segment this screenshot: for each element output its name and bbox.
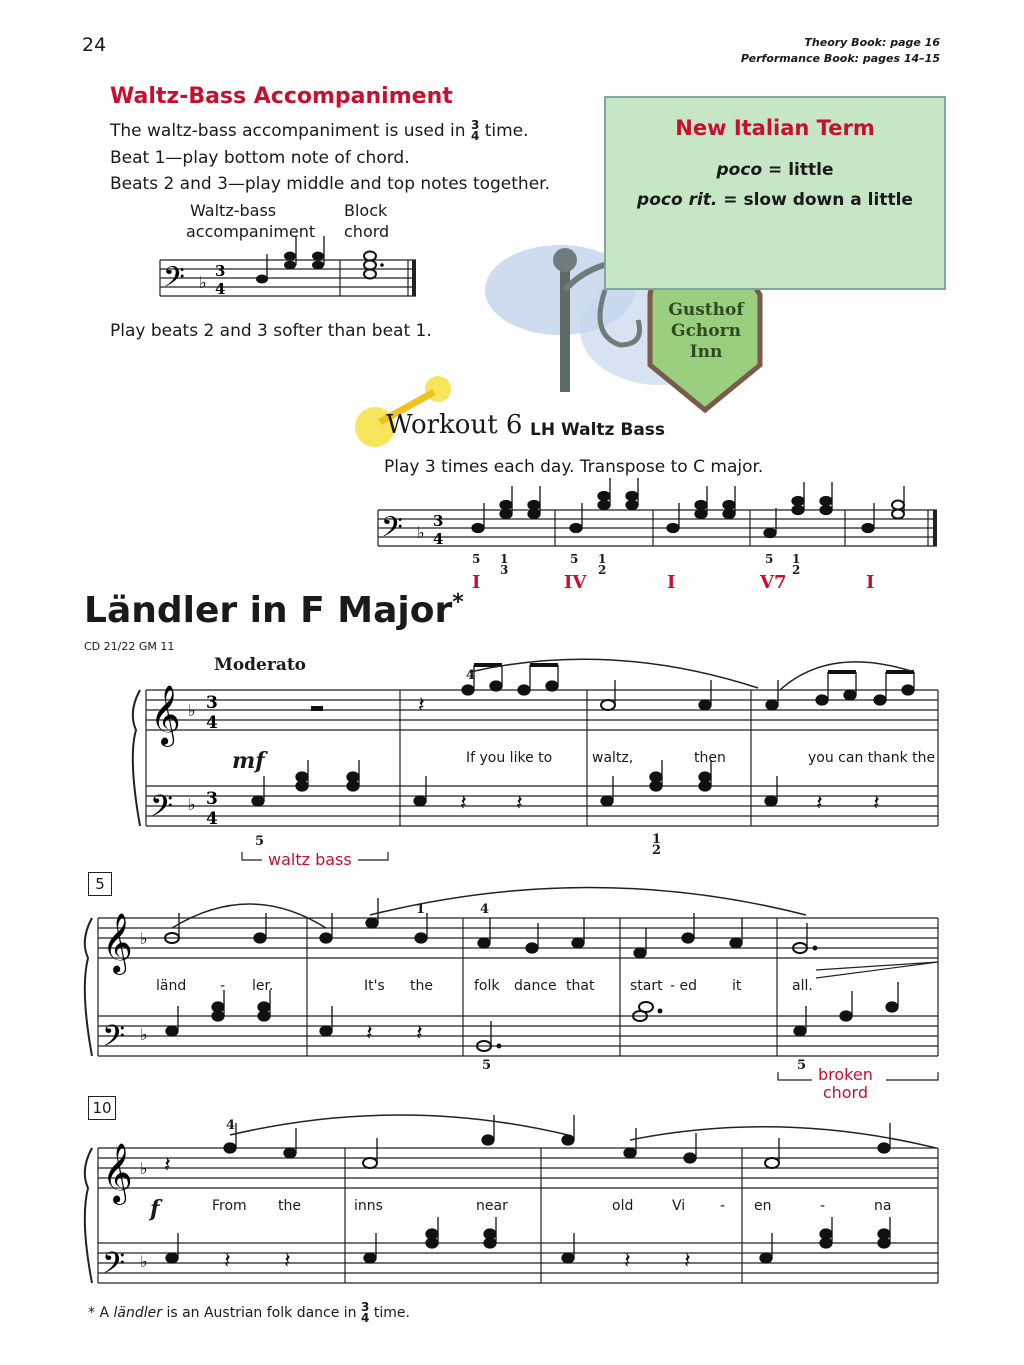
term-poco-rit-definition: = slow down a little [723, 190, 913, 210]
brace-1 [133, 690, 140, 826]
svg-text:3: 3 [206, 789, 218, 809]
lyric-folk: folk [474, 978, 500, 994]
lyric-then: then [694, 750, 726, 766]
dynamic-mf: mf [232, 748, 265, 774]
lyric-all: all. [792, 978, 813, 994]
fingering-4-sys2: 4 [480, 902, 490, 917]
chord-numeral-1: I [472, 572, 481, 593]
time-bottom: 4 [470, 129, 480, 143]
svg-text:𝄽: 𝄽 [624, 1249, 631, 1274]
lyric-start: start [630, 978, 663, 994]
svg-text:4: 4 [206, 713, 218, 733]
cd-reference: CD 21/22 GM 11 [84, 640, 175, 653]
svg-text:𝄽: 𝄽 [516, 791, 523, 816]
bass-clef-icon-1: 𝄢 [150, 790, 174, 831]
theory-book-reference: Theory Book: page 16 [804, 36, 940, 49]
fingering-1-sys2: 1 [416, 902, 426, 917]
fingering-m2-bass: 5 [570, 552, 579, 566]
svg-text:♭: ♭ [140, 1252, 148, 1271]
lyric-hyphen-3: - [820, 1198, 826, 1214]
svg-text:3: 3 [206, 693, 218, 713]
time-sig-top: 3 [215, 262, 226, 280]
page-number: 24 [82, 34, 107, 56]
svg-text:♭: ♭ [140, 1159, 148, 1178]
footnote-middle: is an Austrian folk dance in [166, 1305, 357, 1321]
inn-sign-line2: Gchorn [671, 321, 741, 341]
system-2-notes [165, 898, 898, 1051]
lyric-inns: inns [354, 1198, 383, 1214]
waltz-bass-label-red: waltz bass [268, 850, 352, 869]
footnote-time-bottom: 4 [361, 1311, 370, 1325]
lyric-en: en [754, 1198, 772, 1214]
rests-2 [366, 1021, 423, 1046]
decrescendo-hairpin [816, 962, 938, 978]
svg-text:𝄽: 𝄽 [816, 791, 823, 816]
fingering-m4-upper-2: 2 [792, 563, 801, 577]
workout-bass-clef-icon: 𝄢 [381, 511, 403, 551]
waltz-bass-heading: Waltz-Bass Accompaniment [110, 84, 453, 109]
lyric-waltz: waltz, [592, 750, 634, 766]
broken-chord-label-line1: broken [818, 1065, 873, 1084]
treble-clef-icon-3: 𝄞 [102, 1143, 133, 1203]
footnote-term: ländler [113, 1305, 162, 1321]
bass-clef-icon-3: 𝄢 [102, 1247, 126, 1288]
lyric-hyphen-1: - [220, 978, 226, 994]
broken-chord-label-line2: chord [822, 1083, 869, 1102]
term-poco-rit-word: poco rit. [637, 190, 718, 210]
fingering-5-sys1: 5 [255, 834, 265, 849]
brace-2 [85, 918, 92, 1056]
lyric-ed: - ed [670, 978, 698, 994]
italian-term-panel [604, 96, 946, 290]
fingering-2: 2 [652, 843, 662, 858]
lyric-from: From [212, 1198, 247, 1214]
footnote [88, 1302, 410, 1324]
tempo-marking: Moderato [214, 655, 307, 675]
fingering-m2-upper [598, 554, 606, 576]
waltz-bass-label-line1: Waltz-bass [190, 201, 277, 220]
lyric-na: na [874, 1198, 892, 1214]
svg-text:𝄽: 𝄽 [164, 1153, 171, 1178]
workout-subtitle: LH Waltz Bass [530, 420, 666, 440]
chord-numeral-4: V7 [760, 572, 787, 593]
fingering-m2-upper-1: 1 [598, 552, 607, 566]
fingering-4-sys1: 4 [466, 668, 476, 683]
lyric-near: near [476, 1198, 508, 1214]
svg-text:4: 4 [206, 809, 218, 829]
term-poco-definition: = little [768, 160, 834, 180]
block-chord-label-line1: Block [344, 201, 388, 220]
inn-sign-line1: Gusthof [668, 300, 744, 320]
song-title-asterisk: * [452, 590, 464, 615]
footnote-suffix: time. [373, 1305, 410, 1321]
performance-book-reference: Performance Book: pages 14–15 [740, 52, 940, 65]
workout-flat-icon: ♭ [417, 523, 425, 542]
intro-text-end: time. [484, 121, 529, 141]
whole-rest [311, 706, 323, 711]
lyric-ler: ler. [252, 978, 274, 994]
song-title-text: Ländler in F Major [84, 590, 453, 631]
svg-text:♭: ♭ [140, 929, 148, 948]
svg-text:𝄽: 𝄽 [684, 1249, 691, 1274]
slur-4 [370, 888, 806, 916]
fingering-5-sys2b: 5 [797, 1058, 807, 1073]
dynamic-f: f [150, 1196, 160, 1222]
lyric-you-can-thank-the: you can thank the [808, 750, 936, 766]
svg-text:𝄽: 𝄽 [416, 1021, 423, 1046]
svg-text:♭: ♭ [188, 795, 196, 814]
flat-icon: ♭ [199, 273, 207, 292]
lyric-hyphen-2: - [720, 1198, 726, 1214]
inn-sign-line3: Inn [689, 342, 723, 362]
fingering-1: 1 [652, 832, 662, 847]
lyric-that: that [566, 978, 595, 994]
lyric-the-2: the [278, 1198, 301, 1214]
footnote-time-signature [361, 1302, 369, 1324]
measure-number-10: 10 [88, 1096, 116, 1120]
svg-text:𝄽: 𝄽 [284, 1249, 291, 1274]
slur-2 [780, 662, 914, 690]
slur-1 [470, 659, 758, 688]
lyric-its: It's [364, 978, 385, 994]
fingering-m4-bass: 5 [765, 552, 774, 566]
workout-bass-staff [378, 510, 937, 546]
measure-number-5: 5 [88, 872, 112, 896]
svg-text:♭: ♭ [140, 1025, 148, 1044]
fingering-m4-upper-1: 1 [792, 552, 801, 566]
lyric-the: the [410, 978, 433, 994]
waltz-bass-tip: Play beats 2 and 3 softer than beat 1. [110, 321, 432, 341]
fingering-m2-upper-2: 2 [598, 563, 607, 577]
term-poco-rit [606, 190, 944, 210]
svg-text:𝄽: 𝄽 [873, 791, 880, 816]
fingering-1-2-sys1 [652, 834, 661, 856]
svg-text:𝄽: 𝄽 [224, 1249, 231, 1274]
beats-2-3-instruction: Beats 2 and 3—play middle and top notes together. [110, 174, 550, 194]
slur-3 [172, 904, 326, 928]
fingering-4-sys3: 4 [226, 1118, 236, 1133]
system-3-notes [166, 1115, 890, 1263]
workout-instruction: Play 3 times each day. Transpose to C major. [384, 457, 764, 477]
time-top: 3 [470, 118, 480, 132]
intro-text: The waltz-bass accompaniment is used in [110, 121, 466, 141]
time-sig-bottom: 4 [215, 280, 226, 298]
waltz-bass-label-line2: accompaniment [186, 222, 316, 241]
workout-time-top: 3 [433, 512, 444, 530]
footnote-time-top: 3 [361, 1300, 370, 1314]
lyric-old: old [612, 1198, 634, 1214]
svg-text:♭: ♭ [188, 701, 196, 720]
svg-text:𝄽: 𝄽 [366, 1021, 373, 1046]
block-chord-label-line2: chord [344, 222, 390, 241]
fingering-m1-upper-2: 3 [500, 563, 509, 577]
inn-sign-text [656, 300, 756, 363]
system-1-notes [252, 665, 914, 806]
svg-text:𝄽: 𝄽 [418, 693, 425, 718]
song-title [84, 590, 464, 631]
broken-chord-label [818, 1066, 873, 1102]
fingering-5-sys2a: 5 [482, 1058, 492, 1073]
chord-numeral-2: IV [564, 572, 587, 593]
beat-1-instruction: Beat 1—play bottom note of chord. [110, 148, 410, 168]
chord-numeral-3: I [667, 572, 676, 593]
lyric-it: it [732, 978, 742, 994]
term-poco [606, 160, 944, 180]
fingering-m4-upper [792, 554, 800, 576]
slur-5 [230, 1115, 568, 1135]
workout-title: Workout 6 [386, 410, 523, 440]
lyric-land: länd [156, 978, 187, 994]
bass-clef-icon: 𝄢 [163, 261, 185, 301]
fingering-m1-bass: 5 [472, 552, 481, 566]
chord-numeral-5: I [866, 572, 875, 593]
term-poco-word: poco [716, 160, 763, 180]
lyric-dance: dance [514, 978, 557, 994]
bass-clef-icon-2: 𝄢 [102, 1020, 126, 1061]
italian-term-title: New Italian Term [675, 116, 875, 140]
fingering-m1-upper [500, 554, 508, 576]
svg-text:𝄽: 𝄽 [460, 791, 467, 816]
treble-clef-icon: 𝄞 [150, 685, 181, 745]
brace-3 [85, 1148, 92, 1283]
treble-clef-icon-2: 𝄞 [102, 913, 133, 973]
lyric-vi: Vi [672, 1198, 686, 1214]
fingering-m1-upper-1: 1 [500, 552, 509, 566]
workout-time-bottom: 4 [433, 530, 444, 548]
lyric-if-you-like-to: If you like to [466, 750, 553, 766]
footnote-prefix: * A [88, 1305, 110, 1321]
